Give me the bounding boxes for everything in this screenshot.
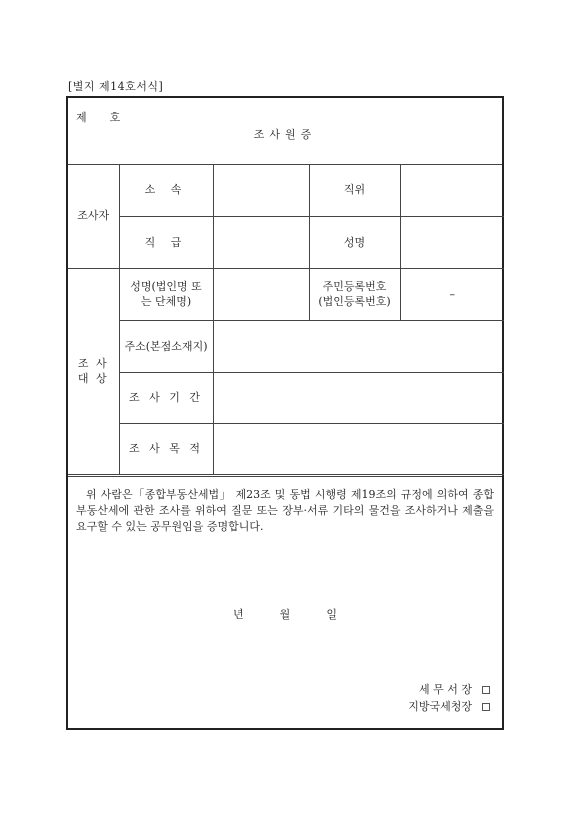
certificate-header — [68, 98, 502, 165]
certificate-title: 조사원증 — [253, 128, 317, 141]
certification-statement — [68, 476, 502, 535]
position-value[interactable] — [400, 164, 504, 216]
issue-date — [68, 606, 502, 622]
signer-regional-tax-office — [408, 698, 490, 715]
name-value[interactable] — [400, 216, 504, 268]
name-label: 성명 — [309, 216, 400, 268]
subject-name-value[interactable] — [213, 268, 309, 320]
purpose-value[interactable] — [213, 423, 504, 474]
signer-label: 세 무 서 장 — [419, 683, 472, 696]
form-number-label: [별지 제14호서식] — [68, 80, 164, 93]
registration-label-line2: (법인등록번호) — [318, 295, 391, 308]
number-suffix: 호 — [109, 111, 122, 124]
issuer-signatures — [408, 681, 490, 715]
subject-group-label-line1: 조 사 — [77, 357, 109, 370]
registration-label-line1: 주민등록번호 — [322, 280, 387, 293]
subject-group-label — [68, 268, 119, 474]
date-year: 년 — [233, 608, 244, 621]
certificate-number — [76, 109, 121, 125]
investigator-group-label: 조사자 — [68, 164, 119, 268]
registration-number-label — [309, 268, 400, 320]
statement-text: 위 사람은「종합부동산세법」 제23조 및 동법 시행령 제19조의 규정에 의하여 종합부동산세에 관한 조사를 위하여 질문 또는 장부·서류 기타의 물건을 조사하거나 제출을 요구할 수 있는 공무원임을 증명합니다. — [76, 488, 494, 533]
seal-checkbox-icon[interactable] — [482, 686, 490, 694]
signer-tax-office — [408, 681, 490, 698]
address-value[interactable] — [213, 320, 504, 372]
period-label: 조 사 기 간 — [119, 372, 213, 423]
registration-number-value[interactable]: – — [400, 268, 504, 320]
date-month: 월 — [279, 608, 291, 621]
info-table-wrapper — [68, 164, 502, 475]
address-label: 주소(본점소재지) — [119, 320, 213, 372]
period-value[interactable] — [213, 372, 504, 423]
seal-checkbox-icon[interactable] — [482, 703, 490, 711]
grade-label: 직 급 — [119, 216, 213, 268]
subject-group-label-line2: 대 상 — [77, 372, 109, 385]
grade-value[interactable] — [213, 216, 309, 268]
subject-name-label: 성명(법인명 또는 단체명) — [119, 268, 213, 320]
date-day: 일 — [326, 608, 337, 621]
affiliation-label: 소 속 — [119, 164, 213, 216]
purpose-label: 조 사 목 적 — [119, 423, 213, 474]
info-table — [68, 164, 504, 475]
number-prefix: 제 — [76, 111, 88, 124]
certificate-frame — [66, 96, 504, 730]
signer-label: 지방국세청장 — [408, 700, 472, 713]
position-label: 직위 — [309, 164, 400, 216]
affiliation-value[interactable] — [213, 164, 309, 216]
